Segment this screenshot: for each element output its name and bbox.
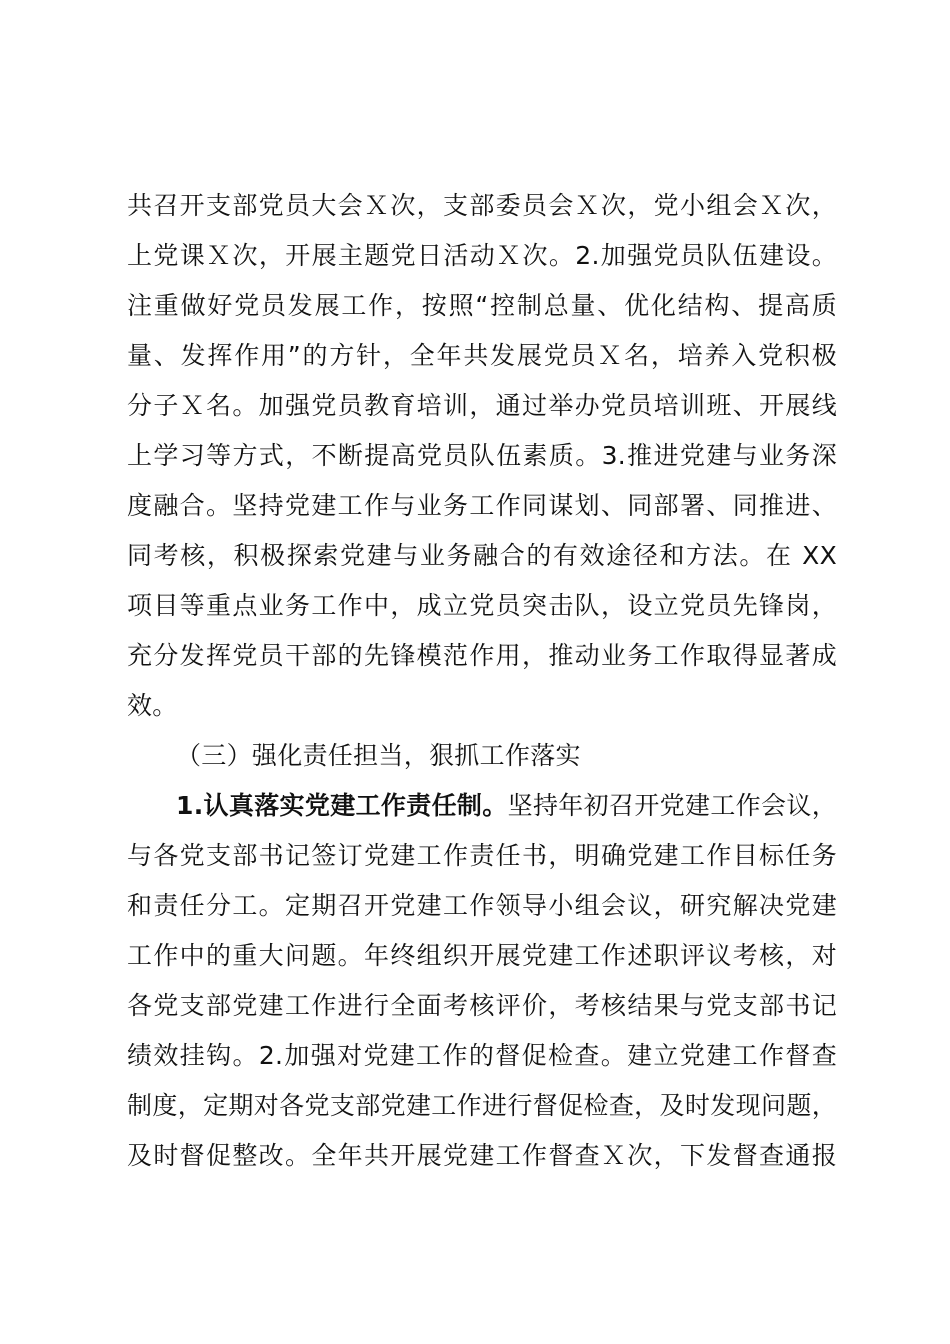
body-text-line: 工作中的重大问题。年终组织开展党建工作述职评议考核，对 bbox=[127, 941, 837, 970]
body-text-line: 共召开支部党员大会Ｘ次，支部委员会Ｘ次，党小组会Ｘ次， bbox=[127, 191, 837, 220]
body-text-line: 度融合。坚持党建工作与业务工作同谋划、同部署、同推进、 bbox=[127, 491, 837, 520]
body-text-line: 制度，定期对各党支部党建工作进行督促检查，及时发现问题， bbox=[127, 1091, 837, 1120]
body-text-line: 分子Ｘ名。加强党员教育培训，通过举办党员培训班、开展线 bbox=[127, 391, 837, 420]
body-text-line: 绩效挂钩。2.加强对党建工作的督促检查。建立党建工作督查 bbox=[127, 1041, 837, 1070]
body-text-line: 效。 bbox=[127, 691, 178, 720]
body-text-line: 量、发挥作用”的方针，全年共发展党员Ｘ名，培养入党积极 bbox=[127, 341, 837, 370]
body-text-line: 充分发挥党员干部的先锋模范作用，推动业务工作取得显著成 bbox=[127, 641, 837, 670]
body-text-line: 项目等重点业务工作中，成立党员突击队，设立党员先锋岗， bbox=[127, 591, 837, 620]
bold-lead-text: 1.认真落实党建工作责任制。 bbox=[176, 791, 508, 820]
body-text-line: 及时督促整改。全年共开展党建工作督查Ｘ次，下发督查通报 bbox=[127, 1141, 837, 1170]
body-text-line: 同考核，积极探索党建与业务融合的有效途径和方法。在 XX bbox=[127, 541, 837, 570]
body-text-line: 与各党支部书记签订党建工作责任书，明确党建工作目标任务 bbox=[127, 841, 837, 870]
paragraph-first-line bbox=[176, 781, 837, 831]
body-text-line: 和责任分工。定期召开党建工作领导小组会议，研究解决党建 bbox=[127, 891, 837, 920]
section-heading: （三）强化责任担当，狠抓工作落实 bbox=[176, 741, 581, 770]
body-text-line: 注重做好党员发展工作，按照“控制总量、优化结构、提高质 bbox=[127, 291, 837, 320]
body-text-line: 上党课Ｘ次，开展主题党日活动Ｘ次。2.加强党员队伍建设。 bbox=[127, 241, 837, 270]
body-text-line: 上学习等方式，不断提高党员队伍素质。3.推进党建与业务深 bbox=[127, 441, 837, 470]
lead-rest-text: 坚持年初召开党建工作会议， bbox=[507, 791, 837, 820]
body-text-line: 各党支部党建工作进行全面考核评价，考核结果与党支部书记 bbox=[127, 991, 837, 1020]
